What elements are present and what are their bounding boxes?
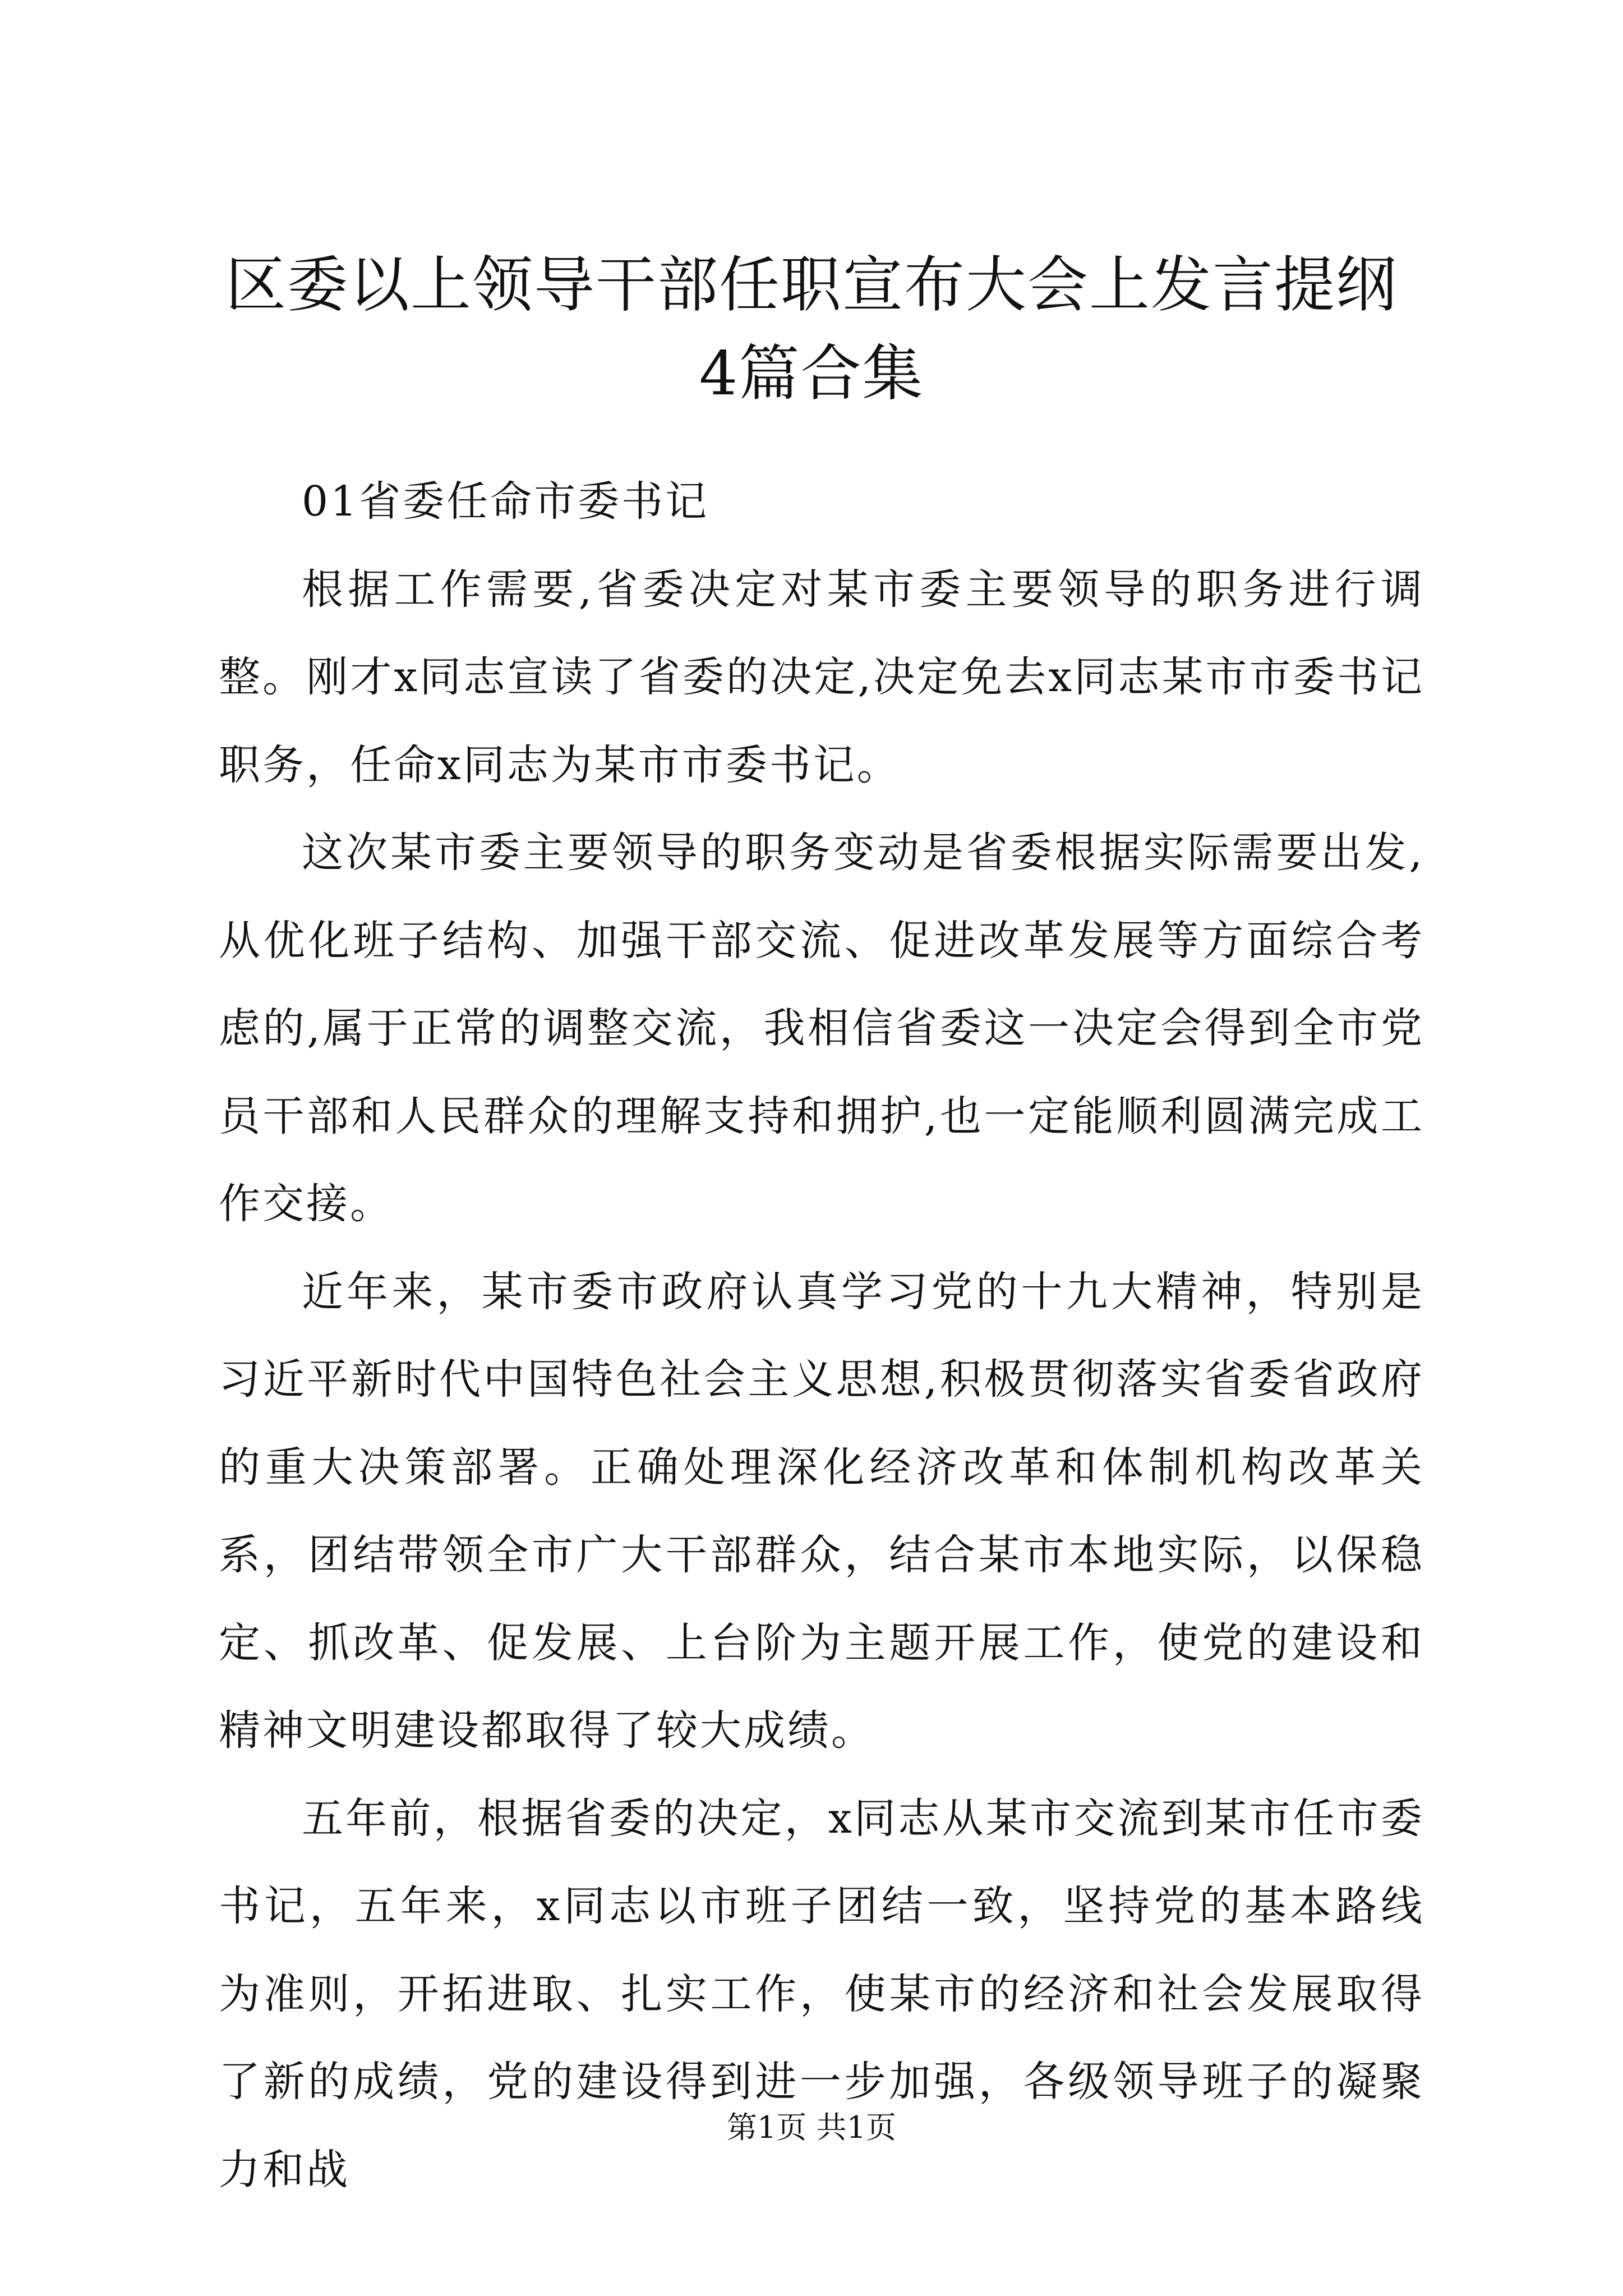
- paragraph-3: 近年来，某市委市政府认真学习党的十九大精神，特别是习近平新时代中国特色社会主义思想,积极贯彻落实省委省政府的重大决策部署。正确处理深化经济改革和体制机构改革关系，团结带领全市广大干部群众，结合某市本地实际，以保稳定、抓改革、促发展、上台阶为主题开展工作，使党的建设和精神文明建设都取得了较大成绩。: [219, 1267, 1424, 1755]
- section-heading: 01省委任命市委书记: [302, 477, 709, 526]
- document-body: [219, 458, 1424, 2214]
- page-footer: 第1页 共1页: [727, 2110, 896, 2145]
- paragraph-2: 这次某市委主要领导的职务变动是省委根据实际需要出发,从优化班子结构、加强干部交流、促进改革发展等方面综合考虑的,属于正常的调整交流，我相信省委这一决定会得到全市党员干部和人民群众的理解支持和拥护,也一定能顺利圆满完成工作交接。: [219, 829, 1424, 1228]
- paragraph-1: 根据工作需要,省委决定对某市委主要领导的职务进行调整。刚才x同志宣读了省委的决定,决定免去x同志某市市委书记职务，任命x同志为某市市委书记。: [219, 565, 1424, 789]
- document-title: 区委以上领导干部任职宣布大会上发言提纲4篇合集: [225, 250, 1398, 409]
- paragraph-4: 五年前，根据省委的决定，x同志从某市交流到某市任市委书记，五年来，x同志以市班子团结一致，坚持党的基本路线为准则，开拓进取、扎实工作，使某市的经济和社会发展取得了新的成绩，党的建设得到进一步加强，各级领导班子的凝聚力和战: [219, 1794, 1424, 2194]
